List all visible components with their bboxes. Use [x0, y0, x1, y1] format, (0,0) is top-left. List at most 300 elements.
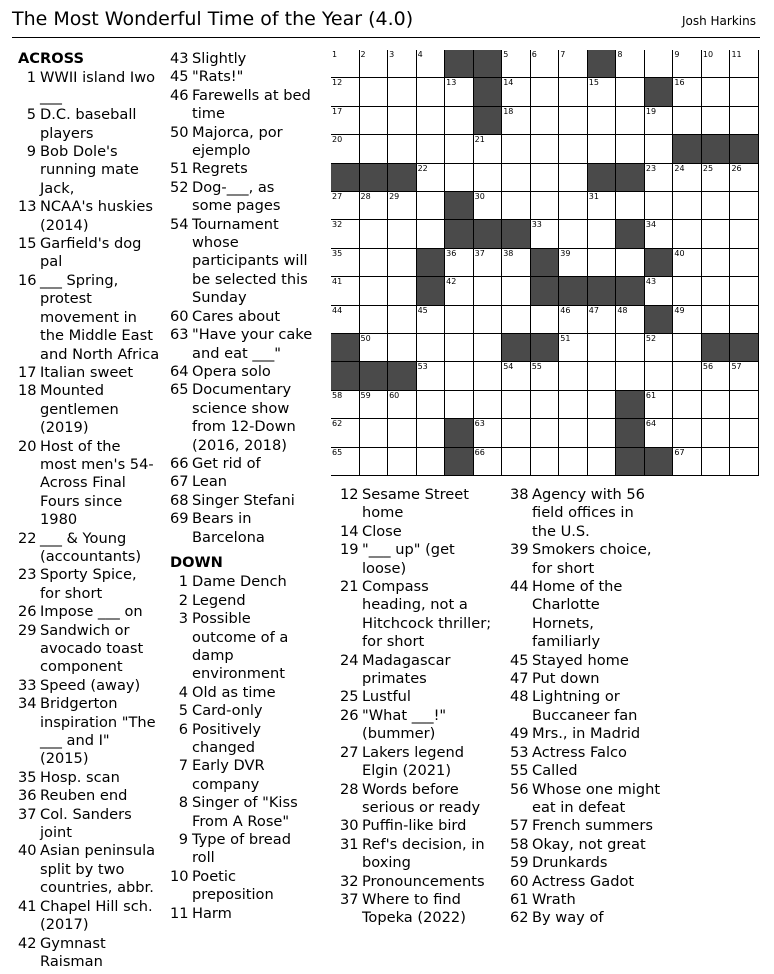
grid-cell[interactable] [474, 164, 503, 192]
grid-cell[interactable] [588, 362, 617, 390]
grid-cell[interactable] [331, 277, 360, 305]
cell-number: 57 [731, 362, 742, 372]
grid-cell[interactable] [588, 334, 617, 362]
grid-cell[interactable] [730, 277, 759, 305]
grid-cell[interactable] [360, 448, 389, 476]
clue-item[interactable] [18, 677, 160, 695]
grid-cell[interactable] [417, 334, 446, 362]
clue-item[interactable] [170, 216, 318, 308]
grid-cell[interactable] [388, 107, 417, 135]
grid-cell[interactable] [559, 306, 588, 334]
grid-cell[interactable] [702, 448, 731, 476]
grid-cell[interactable] [474, 306, 503, 334]
grid-cell[interactable] [331, 419, 360, 447]
cell-number: 64 [645, 419, 657, 429]
grid-cell[interactable] [559, 107, 588, 135]
clue-item[interactable] [510, 781, 662, 818]
grid-cell[interactable] [702, 78, 731, 106]
grid-cell[interactable] [502, 448, 531, 476]
grid-cell[interactable] [645, 107, 674, 135]
clue-item[interactable] [510, 670, 662, 688]
grid-cell[interactable] [417, 164, 446, 192]
grid-cell[interactable] [588, 448, 617, 476]
grid-cell[interactable] [445, 391, 474, 419]
cell-number: 25 [702, 163, 714, 173]
grid-cell[interactable] [360, 306, 389, 334]
grid-block [730, 135, 759, 163]
clue-item[interactable] [18, 364, 160, 382]
grid-cell[interactable] [502, 306, 531, 334]
grid-cell[interactable] [702, 164, 731, 192]
clue-item[interactable] [18, 143, 160, 198]
grid-cell[interactable] [673, 334, 702, 362]
grid-cell[interactable] [645, 220, 674, 248]
grid-cell[interactable] [331, 391, 360, 419]
grid-cell[interactable] [331, 192, 360, 220]
clue-number: 59 [510, 854, 529, 872]
grid-cell[interactable] [645, 391, 674, 419]
clue-item[interactable] [18, 935, 160, 972]
grid-cell[interactable] [417, 135, 446, 163]
grid-cell[interactable] [388, 78, 417, 106]
grid-cell[interactable] [673, 220, 702, 248]
grid-cell[interactable] [360, 391, 389, 419]
grid-cell[interactable] [474, 135, 503, 163]
grid-cell[interactable] [388, 306, 417, 334]
grid-cell[interactable] [588, 192, 617, 220]
grid-cell[interactable] [417, 220, 446, 248]
clue-text: ___ & Young (accountants) [40, 529, 142, 565]
clue-item[interactable] [170, 179, 318, 216]
clue-item[interactable] [510, 836, 662, 854]
clue-item[interactable] [170, 721, 318, 758]
grid-cell[interactable] [474, 249, 503, 277]
clue-item[interactable] [18, 566, 160, 603]
grid-cell[interactable] [360, 419, 389, 447]
grid-cell[interactable] [559, 164, 588, 192]
grid-block [559, 277, 588, 305]
grid-cell[interactable] [730, 249, 759, 277]
grid-cell[interactable] [388, 249, 417, 277]
grid-cell[interactable] [531, 306, 560, 334]
grid-cell[interactable] [331, 135, 360, 163]
clue-number: 3 [178, 610, 188, 628]
grid-cell[interactable] [502, 192, 531, 220]
clue-item[interactable] [510, 486, 662, 541]
grid-cell[interactable] [559, 448, 588, 476]
grid-cell[interactable] [673, 391, 702, 419]
grid-block [616, 277, 645, 305]
clue-item[interactable] [170, 702, 318, 720]
clue-item[interactable] [510, 541, 662, 578]
clue-item[interactable] [170, 757, 318, 794]
clue-item[interactable] [340, 541, 492, 578]
grid-cell[interactable] [645, 419, 674, 447]
grid-cell[interactable] [360, 249, 389, 277]
grid-cell[interactable] [645, 362, 674, 390]
clue-item[interactable] [340, 873, 492, 891]
grid-cell[interactable] [417, 107, 446, 135]
grid-cell[interactable] [388, 391, 417, 419]
grid-cell[interactable] [388, 135, 417, 163]
clue-item[interactable] [340, 817, 492, 835]
clue-item[interactable] [510, 688, 662, 725]
grid-cell[interactable] [531, 50, 560, 78]
clue-item[interactable] [510, 817, 662, 835]
clue-item[interactable] [18, 272, 160, 364]
grid-cell[interactable] [730, 220, 759, 248]
grid-cell[interactable] [588, 306, 617, 334]
clue-text: Chapel Hill sch. (2017) [40, 897, 153, 934]
clue-number: 54 [170, 215, 189, 233]
clue-item[interactable] [170, 794, 318, 831]
grid-cell[interactable] [702, 192, 731, 220]
clue-item[interactable] [170, 363, 318, 381]
clue-text: Cares about [192, 307, 281, 325]
grid-cell[interactable] [474, 334, 503, 362]
clue-item[interactable] [170, 592, 318, 610]
grid-cell[interactable] [702, 362, 731, 390]
clue-text: Card-only [192, 702, 263, 720]
grid-cell[interactable] [559, 334, 588, 362]
clue-item[interactable] [170, 684, 318, 702]
clue-item[interactable] [18, 622, 160, 677]
across-clue-list-continued [170, 50, 318, 547]
grid-cell[interactable] [673, 419, 702, 447]
grid-cell[interactable] [474, 448, 503, 476]
clue-item[interactable] [340, 781, 492, 818]
clue-item[interactable] [340, 836, 492, 873]
clue-item[interactable] [510, 578, 662, 652]
clue-number: 4 [178, 683, 188, 701]
grid-cell[interactable] [559, 391, 588, 419]
grid-cell[interactable] [616, 249, 645, 277]
grid-cell[interactable] [445, 306, 474, 334]
grid-cell[interactable] [673, 448, 702, 476]
grid-block [417, 277, 446, 305]
grid-cell[interactable] [673, 192, 702, 220]
clue-item[interactable] [18, 235, 160, 272]
grid-cell[interactable] [645, 50, 674, 78]
cell-number: 58 [332, 390, 343, 400]
grid-cell[interactable] [445, 78, 474, 106]
cell-number: 60 [389, 390, 400, 400]
grid-cell[interactable] [673, 164, 702, 192]
grid-cell[interactable] [702, 50, 731, 78]
grid-cell[interactable] [360, 107, 389, 135]
clue-number: 45 [170, 68, 189, 86]
clue-item[interactable] [170, 573, 318, 591]
clue-item[interactable] [170, 326, 318, 363]
grid-cell[interactable] [616, 135, 645, 163]
grid-cell[interactable] [588, 135, 617, 163]
grid-cell[interactable] [502, 277, 531, 305]
clue-text: Italian sweet [40, 363, 134, 381]
grid-cell[interactable] [645, 277, 674, 305]
grid-cell[interactable] [331, 306, 360, 334]
grid-cell[interactable] [417, 306, 446, 334]
grid-cell[interactable] [388, 419, 417, 447]
clue-item[interactable] [170, 87, 318, 124]
grid-cell[interactable] [559, 78, 588, 106]
grid-cell[interactable] [702, 220, 731, 248]
clue-item[interactable] [170, 492, 318, 510]
grid-cell[interactable] [702, 391, 731, 419]
clue-item[interactable] [18, 603, 160, 621]
clue-text: WWII island Iwo ___ [40, 69, 156, 105]
grid-cell[interactable] [417, 362, 446, 390]
grid-cell[interactable] [360, 78, 389, 106]
grid-cell[interactable] [559, 249, 588, 277]
grid-cell[interactable] [388, 50, 417, 78]
clue-item[interactable] [18, 198, 160, 235]
cell-number: 26 [731, 163, 742, 173]
clue-item[interactable] [340, 486, 492, 523]
clue-item[interactable] [18, 382, 160, 437]
grid-cell[interactable] [588, 107, 617, 135]
cell-number: 55 [531, 362, 542, 372]
clue-number: 55 [510, 762, 529, 780]
clue-item[interactable] [170, 510, 318, 547]
grid-cell[interactable] [417, 391, 446, 419]
grid-cell[interactable] [445, 334, 474, 362]
grid-cell[interactable] [531, 164, 560, 192]
grid-cell[interactable] [331, 78, 360, 106]
grid-cell[interactable] [616, 78, 645, 106]
grid-cell[interactable] [673, 249, 702, 277]
grid-cell[interactable] [502, 135, 531, 163]
grid-cell[interactable] [331, 50, 360, 78]
clue-item[interactable] [170, 473, 318, 491]
grid-cell[interactable] [331, 107, 360, 135]
grid-cell[interactable] [702, 306, 731, 334]
grid-cell[interactable] [616, 192, 645, 220]
grid-cell[interactable] [673, 277, 702, 305]
grid-cell[interactable] [417, 78, 446, 106]
clue-item[interactable] [18, 695, 160, 769]
clue-text: "Rats!" [192, 68, 244, 86]
grid-cell[interactable] [474, 277, 503, 305]
grid-cell[interactable] [502, 164, 531, 192]
clue-item[interactable] [510, 652, 662, 670]
clue-item[interactable] [18, 438, 160, 530]
grid-cell[interactable] [360, 135, 389, 163]
grid-cell[interactable] [559, 192, 588, 220]
clue-item[interactable] [340, 688, 492, 706]
grid-cell[interactable] [502, 50, 531, 78]
grid-cell[interactable] [502, 249, 531, 277]
grid-cell[interactable] [730, 448, 759, 476]
clue-item[interactable] [510, 909, 662, 927]
grid-block [645, 448, 674, 476]
grid-cell[interactable] [360, 277, 389, 305]
clue-item[interactable] [510, 873, 662, 891]
grid-block [360, 362, 389, 390]
clue-item[interactable] [18, 806, 160, 843]
clue-item[interactable] [18, 787, 160, 805]
cell-number: 1 [332, 50, 338, 59]
grid-cell[interactable] [531, 362, 560, 390]
grid-cell[interactable] [388, 277, 417, 305]
grid-cell[interactable] [559, 362, 588, 390]
clue-item[interactable] [170, 124, 318, 161]
grid-cell[interactable] [730, 192, 759, 220]
clue-item[interactable] [510, 725, 662, 743]
cell-number: 19 [645, 106, 657, 116]
grid-cell[interactable] [702, 249, 731, 277]
grid-cell[interactable] [616, 362, 645, 390]
grid-cell[interactable] [531, 220, 560, 248]
grid-cell[interactable] [730, 391, 759, 419]
grid-cell[interactable] [417, 448, 446, 476]
grid-cell[interactable] [559, 135, 588, 163]
clue-item[interactable] [170, 50, 318, 68]
grid-cell[interactable] [645, 135, 674, 163]
grid-cell[interactable] [474, 419, 503, 447]
clue-text: "___ up" (get loose) [362, 541, 455, 577]
grid-cell[interactable] [559, 220, 588, 248]
grid-cell[interactable] [417, 419, 446, 447]
grid-cell[interactable] [702, 277, 731, 305]
grid-cell[interactable] [445, 107, 474, 135]
grid-cell[interactable] [388, 334, 417, 362]
clue-number: 23 [18, 566, 37, 584]
grid-cell[interactable] [730, 419, 759, 447]
clue-number: 47 [510, 670, 529, 688]
grid-cell[interactable] [360, 192, 389, 220]
grid-cell[interactable] [474, 391, 503, 419]
grid-cell[interactable] [417, 50, 446, 78]
grid-cell[interactable] [388, 220, 417, 248]
grid-cell[interactable] [559, 50, 588, 78]
grid-cell[interactable] [673, 306, 702, 334]
grid-cell[interactable] [673, 50, 702, 78]
grid-cell[interactable] [360, 220, 389, 248]
grid-cell[interactable] [502, 78, 531, 106]
cell-number: 6 [531, 50, 537, 59]
grid-cell[interactable] [730, 107, 759, 135]
grid-cell[interactable] [388, 448, 417, 476]
grid-cell[interactable] [730, 50, 759, 78]
grid-cell[interactable] [445, 135, 474, 163]
grid-cell[interactable] [588, 249, 617, 277]
clue-text: Put down [532, 670, 600, 688]
clue-item[interactable] [340, 744, 492, 781]
clue-item[interactable] [510, 744, 662, 762]
across-clue-list [18, 69, 160, 971]
grid-cell[interactable] [331, 249, 360, 277]
grid-cell[interactable] [502, 107, 531, 135]
grid-cell[interactable] [531, 107, 560, 135]
grid-cell[interactable] [531, 192, 560, 220]
grid-cell[interactable] [531, 419, 560, 447]
grid-block [417, 249, 446, 277]
grid-cell[interactable] [360, 50, 389, 78]
clue-item[interactable] [18, 106, 160, 143]
grid-cell[interactable] [445, 362, 474, 390]
grid-cell[interactable] [531, 135, 560, 163]
grid-cell[interactable] [730, 78, 759, 106]
grid-cell[interactable] [445, 164, 474, 192]
grid-cell[interactable] [531, 78, 560, 106]
grid-cell[interactable] [673, 107, 702, 135]
grid-cell[interactable] [730, 164, 759, 192]
clue-item[interactable] [170, 905, 318, 923]
grid-cell[interactable] [616, 306, 645, 334]
clue-item[interactable] [170, 610, 318, 684]
clue-item[interactable] [510, 854, 662, 872]
grid-cell[interactable] [331, 220, 360, 248]
grid-cell[interactable] [616, 107, 645, 135]
clue-item[interactable] [18, 530, 160, 567]
clue-item[interactable] [340, 891, 492, 928]
clue-item[interactable] [18, 69, 160, 106]
grid-cell[interactable] [417, 192, 446, 220]
grid-cell[interactable] [531, 448, 560, 476]
clue-item[interactable] [170, 831, 318, 868]
clue-item[interactable] [170, 68, 318, 86]
clue-item[interactable] [170, 868, 318, 905]
clue-item[interactable] [170, 381, 318, 455]
clue-item[interactable] [340, 578, 492, 652]
grid-cell[interactable] [502, 419, 531, 447]
grid-cell[interactable] [645, 164, 674, 192]
grid-cell[interactable] [388, 192, 417, 220]
clue-item[interactable] [18, 842, 160, 897]
grid-cell[interactable] [673, 362, 702, 390]
grid-cell[interactable] [730, 362, 759, 390]
grid-cell[interactable] [531, 391, 560, 419]
grid-cell[interactable] [616, 50, 645, 78]
grid-cell[interactable] [702, 419, 731, 447]
clue-item[interactable] [170, 455, 318, 473]
grid-cell[interactable] [559, 419, 588, 447]
grid-block [616, 391, 645, 419]
clue-item[interactable] [170, 308, 318, 326]
clue-item[interactable] [510, 891, 662, 909]
grid-cell[interactable] [502, 391, 531, 419]
clue-item[interactable] [340, 523, 492, 541]
grid-cell[interactable] [616, 334, 645, 362]
grid-cell[interactable] [474, 192, 503, 220]
clue-item[interactable] [170, 160, 318, 178]
clue-item[interactable] [340, 707, 492, 744]
grid-cell[interactable] [360, 334, 389, 362]
grid-cell[interactable] [474, 362, 503, 390]
clue-item[interactable] [18, 769, 160, 787]
clue-item[interactable] [340, 652, 492, 689]
clue-item[interactable] [18, 898, 160, 935]
grid-cell[interactable] [702, 107, 731, 135]
grid-cell[interactable] [588, 391, 617, 419]
clue-text: Hosp. scan [40, 768, 120, 786]
grid-cell[interactable] [502, 362, 531, 390]
grid-cell[interactable] [673, 78, 702, 106]
clue-item[interactable] [510, 762, 662, 780]
grid-cell[interactable] [730, 306, 759, 334]
grid-cell[interactable] [588, 220, 617, 248]
grid-cell[interactable] [445, 277, 474, 305]
grid-cell[interactable] [588, 419, 617, 447]
grid-cell[interactable] [645, 334, 674, 362]
grid-cell[interactable] [445, 249, 474, 277]
cell-number: 39 [560, 248, 571, 258]
clue-text: Mounted gentlemen (2019) [40, 382, 119, 437]
cell-number: 61 [645, 390, 657, 400]
grid-cell[interactable] [331, 448, 360, 476]
grid-cell[interactable] [645, 192, 674, 220]
grid-cell[interactable] [588, 78, 617, 106]
